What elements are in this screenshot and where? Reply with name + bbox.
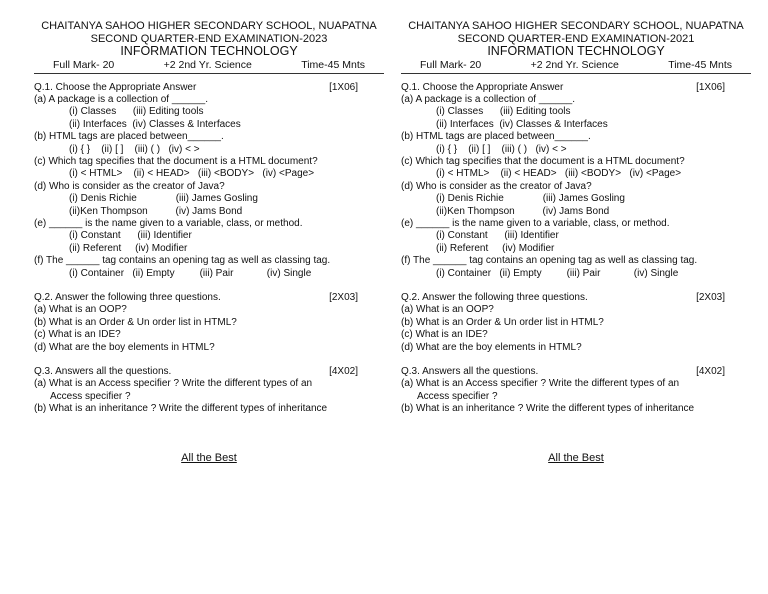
subject-title: INFORMATION TECHNOLOGY	[120, 44, 298, 58]
q1-d-options-2: (ii)Ken Thompson (iv) Jams Bond	[436, 205, 610, 217]
paper-header	[34, 20, 384, 58]
q2-marks: [2X03]	[329, 292, 358, 303]
q2-marks: [2X03]	[696, 292, 725, 303]
question-paper-2021	[401, 20, 751, 464]
header-divider	[401, 73, 751, 74]
q1-heading	[401, 82, 751, 94]
full-mark: Full Mark- 20	[420, 58, 482, 71]
q1-c-options: (i) < HTML> (ii) < HEAD> (iii) <BODY> (iv) <Page>	[69, 168, 315, 180]
q1-a: (a) A package is a collection of ______.	[34, 93, 209, 105]
q3-b: (b) What is an inheritance ? Write the different types of inheritance	[34, 403, 328, 415]
q2-c: (c) What is an IDE?	[401, 329, 488, 341]
closing-note: All the Best	[181, 451, 237, 464]
q1-b-options: (i) { } (ii) [ ] (iii) ( ) (iv) < >	[69, 143, 200, 155]
q1-heading	[34, 82, 384, 94]
q2-d: (d) What are the boy elements in HTML?	[401, 341, 582, 353]
q2-heading	[34, 292, 384, 304]
q1-c: (c) Which tag specifies that the document is a HTML document?	[401, 155, 685, 167]
q1-e-options-2: (ii) Referent (iv) Modifier	[69, 242, 188, 254]
q1-f-options: (i) Container (ii) Empty (iii) Pair (iv) Single	[436, 267, 679, 279]
q1-a-options-2: (ii) Interfaces (iv) Classes & Interfaces	[436, 118, 608, 130]
q1-marks: [1X06]	[696, 81, 725, 93]
q1-a-options-2: (ii) Interfaces (iv) Classes & Interfaces	[69, 118, 241, 130]
q1-marks: [1X06]	[329, 81, 358, 93]
q2-b: (b) What is an Order & Un order list in HTML?	[401, 316, 604, 328]
q1-b-options: (i) { } (ii) [ ] (iii) ( ) (iv) < >	[436, 143, 567, 155]
q1-e-options-1: (i) Constant (iii) Identifier	[436, 230, 559, 242]
paper-header	[401, 20, 751, 58]
q1-e-options-2: (ii) Referent (iv) Modifier	[436, 242, 555, 254]
class-name: +2 2nd Yr. Science	[163, 58, 252, 71]
q1-b: (b) HTML tags are placed between______.	[34, 131, 224, 143]
q1-title: Q.1. Choose the Appropriate Answer	[401, 81, 564, 93]
q3-marks: [4X02]	[329, 366, 358, 378]
time-limit: Time-45 Mnts	[668, 58, 732, 71]
q3-title: Q.3. Answers all the questions.	[34, 366, 172, 378]
full-mark: Full Mark- 20	[53, 58, 115, 71]
q3-heading	[34, 366, 384, 378]
q1-e: (e) ______ is the name given to a variable, class, or method.	[34, 217, 303, 229]
q1-e: (e) ______ is the name given to a variable, class, or method.	[401, 217, 670, 229]
q1-d-options-1: (i) Denis Richie (iii) James Gosling	[436, 193, 625, 205]
q1-b: (b) HTML tags are placed between______.	[401, 131, 591, 143]
q3-heading	[401, 366, 751, 378]
q1-a-options-1: (i) Classes (iii) Editing tools	[69, 106, 204, 118]
time-limit: Time-45 Mnts	[301, 58, 365, 71]
q3-a-continued: Access specifier ?	[417, 390, 498, 402]
class-name: +2 2nd Yr. Science	[530, 58, 619, 71]
q1-f-options: (i) Container (ii) Empty (iii) Pair (iv) Single	[69, 267, 312, 279]
q1-d: (d) Who is consider as the creator of Java?	[34, 180, 225, 192]
exam-title: SECOND QUARTER-END EXAMINATION-2021	[457, 32, 695, 45]
q3-title: Q.3. Answers all the questions.	[401, 366, 539, 378]
q2-a: (a) What is an OOP?	[34, 304, 127, 316]
q1-e-options-1: (i) Constant (iii) Identifier	[69, 230, 192, 242]
q1-a-options-1: (i) Classes (iii) Editing tools	[436, 106, 571, 118]
school-name: CHAITANYA SAHOO HIGHER SECONDARY SCHOOL, NUAPATNA	[408, 20, 744, 32]
closing-note: All the Best	[548, 451, 604, 464]
q1-title: Q.1. Choose the Appropriate Answer	[34, 81, 197, 93]
school-name: CHAITANYA SAHOO HIGHER SECONDARY SCHOOL, NUAPATNA	[41, 20, 377, 32]
q1-f: (f) The ______ tag contains an opening tag as well as classing tag.	[401, 255, 698, 267]
paper-meta	[34, 59, 384, 71]
q3-b: (b) What is an inheritance ? Write the different types of inheritance	[401, 403, 695, 415]
questions	[401, 82, 751, 416]
q3-marks: [4X02]	[696, 366, 725, 378]
q1-c-options: (i) < HTML> (ii) < HEAD> (iii) <BODY> (iv) <Page>	[436, 168, 682, 180]
q2-heading	[401, 292, 751, 304]
q1-d-options-1: (i) Denis Richie (iii) James Gosling	[69, 193, 258, 205]
exam-title: SECOND QUARTER-END EXAMINATION-2023	[90, 32, 328, 45]
q1-d-options-2: (ii)Ken Thompson (iv) Jams Bond	[69, 205, 243, 217]
q1-d: (d) Who is consider as the creator of Java?	[401, 180, 592, 192]
q2-title: Q.2. Answer the following three questions.	[34, 292, 221, 303]
q3-a: (a) What is an Access specifier ? Write the different types of an	[401, 378, 680, 390]
q2-c: (c) What is an IDE?	[34, 329, 121, 341]
q3-a-continued: Access specifier ?	[50, 390, 131, 402]
paper-meta	[401, 59, 751, 71]
questions	[34, 82, 384, 416]
q1-c: (c) Which tag specifies that the document is a HTML document?	[34, 155, 318, 167]
q2-d: (d) What are the boy elements in HTML?	[34, 341, 215, 353]
q1-a: (a) A package is a collection of ______.	[401, 93, 576, 105]
q2-b: (b) What is an Order & Un order list in HTML?	[34, 316, 237, 328]
q2-a: (a) What is an OOP?	[401, 304, 494, 316]
header-divider	[34, 73, 384, 74]
question-paper-2023	[34, 20, 384, 464]
q3-a: (a) What is an Access specifier ? Write the different types of an	[34, 378, 313, 390]
q1-f: (f) The ______ tag contains an opening tag as well as classing tag.	[34, 255, 331, 267]
q2-title: Q.2. Answer the following three questions.	[401, 292, 588, 303]
subject-title: INFORMATION TECHNOLOGY	[487, 44, 665, 58]
